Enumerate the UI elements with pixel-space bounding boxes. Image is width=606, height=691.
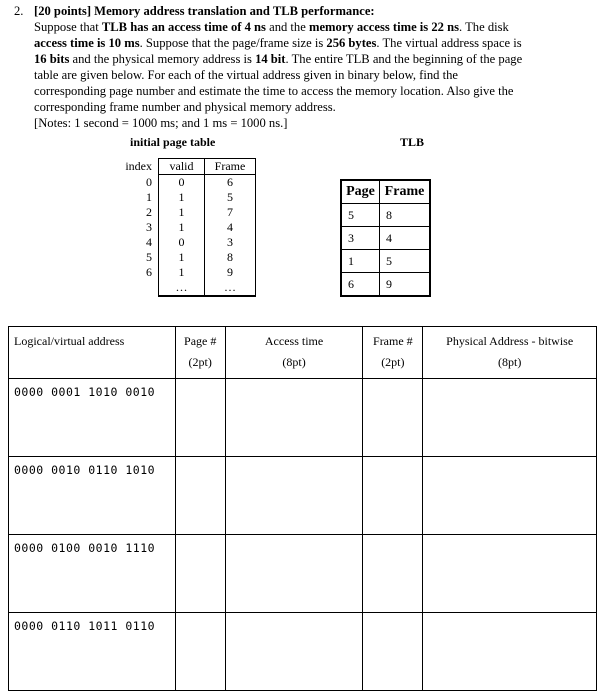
- page-table-row: [112, 220, 256, 235]
- cell-ellipsis: …: [205, 280, 256, 296]
- text: . The virtual address space is: [376, 36, 522, 50]
- cell: 7: [205, 205, 256, 220]
- cell: 0: [159, 235, 205, 250]
- cell: 1: [341, 250, 380, 273]
- frame-number-cell[interactable]: [363, 535, 423, 613]
- page-number-cell[interactable]: [175, 613, 225, 691]
- header-page-number: [175, 327, 225, 379]
- cell: 6: [341, 273, 380, 297]
- cell: 1: [159, 205, 205, 220]
- cell: 5: [205, 190, 256, 205]
- tlb-row: [341, 250, 430, 273]
- cell: [112, 280, 159, 296]
- question-number: 2.: [14, 4, 24, 18]
- cell: 6: [205, 175, 256, 191]
- frame-number-cell[interactable]: [363, 379, 423, 457]
- cell: 8: [205, 250, 256, 265]
- page-table-header-frame: Frame: [205, 159, 256, 175]
- answer-row: [9, 613, 597, 691]
- text: table are given below. For each of the virtual address given in binary below, find the: [34, 68, 458, 82]
- tlb-row: [341, 227, 430, 250]
- question-text: [34, 3, 574, 131]
- physical-address-cell[interactable]: [423, 613, 597, 691]
- text: and the: [265, 20, 309, 34]
- page-number-cell[interactable]: [175, 457, 225, 535]
- header-title: Frame #: [373, 334, 413, 348]
- tlb-row: [341, 204, 430, 227]
- text: and the physical memory address is: [69, 52, 256, 66]
- cell: 1: [159, 190, 205, 205]
- header-points: (8pt): [282, 355, 306, 369]
- text-bold: 14 bit: [255, 52, 286, 66]
- text-bold: memory access time is 22 ns: [308, 20, 460, 34]
- text: . The disk: [459, 20, 509, 34]
- tlb-header-page: Page: [341, 180, 380, 204]
- cell: 4: [146, 235, 152, 249]
- text: Suppose that: [34, 20, 102, 34]
- page-table-row: [112, 205, 256, 220]
- page-table-row: [112, 265, 256, 280]
- physical-address-cell[interactable]: [423, 379, 597, 457]
- page-table-header-valid: valid: [159, 159, 205, 175]
- text: corresponding frame number and physical memory address.: [34, 100, 336, 114]
- cell: 3: [205, 235, 256, 250]
- access-time-cell[interactable]: [225, 535, 363, 613]
- text: corresponding page number and estimate the time to access the memory location. Also give the: [34, 84, 514, 98]
- access-time-cell[interactable]: [225, 379, 363, 457]
- access-time-cell[interactable]: [225, 457, 363, 535]
- cell: 0: [159, 175, 205, 191]
- tlb-row: [341, 273, 430, 297]
- cell: 4: [380, 227, 431, 250]
- answer-row: [9, 535, 597, 613]
- page-table-row: [112, 175, 256, 191]
- cell-ellipsis: …: [159, 280, 205, 296]
- cell: 0: [146, 174, 152, 189]
- cell: 6: [146, 265, 152, 279]
- cell: 2: [146, 205, 152, 219]
- header-points: (2pt): [188, 355, 212, 369]
- answer-row: [9, 457, 597, 535]
- header-title: Access time: [264, 334, 324, 348]
- header-frame-number: [363, 327, 423, 379]
- cell: 1: [159, 265, 205, 280]
- page-table-row: [112, 280, 256, 296]
- text: . The entire TLB and the beginning of the page: [285, 52, 523, 66]
- page-table: [112, 158, 256, 297]
- page-number-cell[interactable]: [175, 535, 225, 613]
- frame-number-cell[interactable]: [363, 457, 423, 535]
- page-table-header-index: index: [125, 159, 152, 173]
- answer-row: [9, 379, 597, 457]
- header-points: (2pt): [381, 355, 405, 369]
- page-table-row: [112, 250, 256, 265]
- page-number-cell[interactable]: [175, 379, 225, 457]
- page-table-row: [112, 235, 256, 250]
- answer-table: [8, 326, 597, 691]
- virtual-address: 0000 0001 1010 0010: [9, 379, 176, 457]
- tlb-caption: TLB: [400, 135, 425, 149]
- tlb-header-frame: Frame: [380, 180, 431, 204]
- cell: 1: [146, 190, 152, 204]
- cell: 8: [380, 204, 431, 227]
- cell: 5: [341, 204, 380, 227]
- physical-address-cell[interactable]: [423, 535, 597, 613]
- header-title: Physical Address - bitwise: [446, 334, 574, 348]
- physical-address-cell[interactable]: [423, 457, 597, 535]
- access-time-cell[interactable]: [225, 613, 363, 691]
- cell: 9: [380, 273, 431, 297]
- cell: 9: [205, 265, 256, 280]
- virtual-address: 0000 0100 0010 1110: [9, 535, 176, 613]
- cell: 4: [205, 220, 256, 235]
- header-title: Logical/virtual address: [14, 334, 125, 348]
- page-table-caption: initial page table: [130, 135, 216, 149]
- virtual-address: 0000 0110 1011 0110: [9, 613, 176, 691]
- header-points: (8pt): [497, 355, 522, 369]
- text-bold: 256 bytes: [326, 36, 377, 50]
- header-physical-address: [423, 327, 597, 379]
- tlb-table: [340, 179, 431, 297]
- cell: 5: [380, 250, 431, 273]
- page-table-row: [112, 190, 256, 205]
- cell: 3: [341, 227, 380, 250]
- text-bold: 16 bits: [34, 52, 70, 66]
- cell: 1: [159, 250, 205, 265]
- frame-number-cell[interactable]: [363, 613, 423, 691]
- cell: 5: [146, 250, 152, 264]
- question-title: [20 points] Memory address translation and TLB performance:: [34, 4, 375, 18]
- cell: 1: [159, 220, 205, 235]
- text: . Suppose that the page/frame size is: [139, 36, 327, 50]
- header-title: Page #: [184, 334, 217, 348]
- notes: [Notes: 1 second = 1000 ms; and 1 ms = 1000 ns.]: [34, 116, 288, 130]
- text-bold: access time is 10 ms: [34, 36, 140, 50]
- header-access-time: [225, 327, 363, 379]
- virtual-address: 0000 0010 0110 1010: [9, 457, 176, 535]
- text-bold: TLB has an access time of 4 ns: [101, 20, 266, 34]
- cell: 3: [146, 220, 152, 234]
- header-virtual-address: [9, 327, 176, 379]
